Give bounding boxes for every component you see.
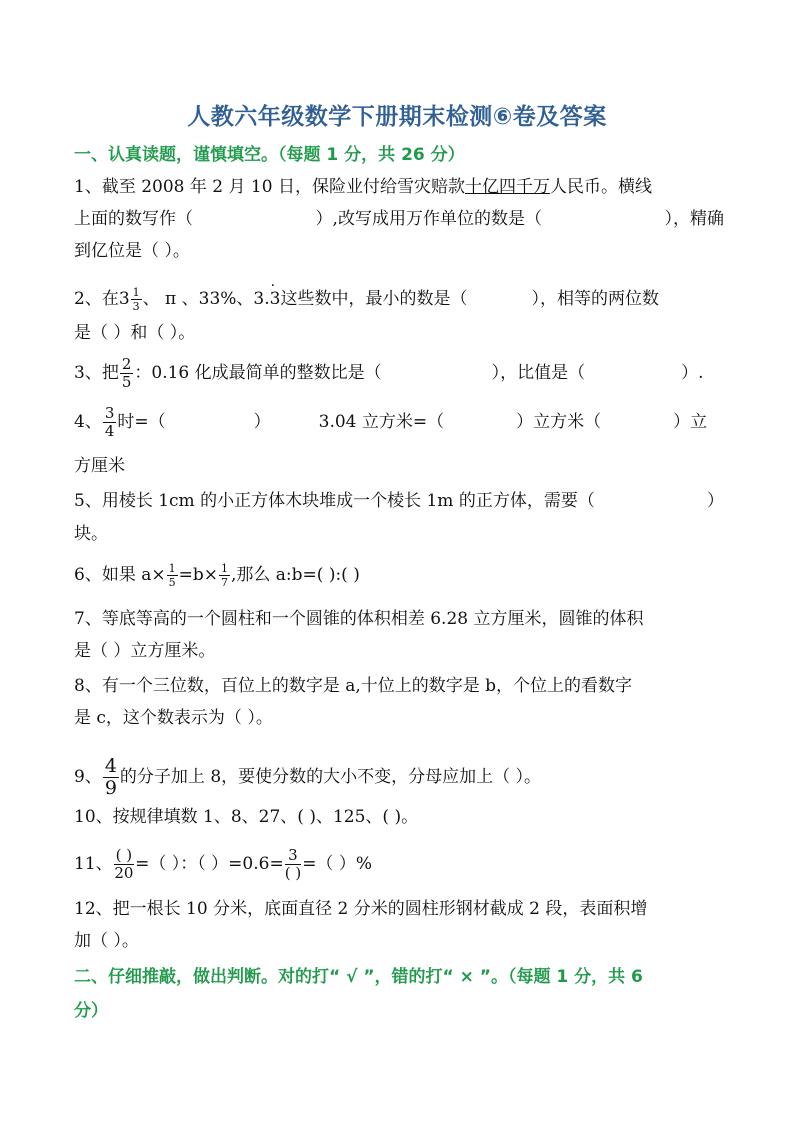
question-12-line-2: 加（ ）。 <box>74 931 139 951</box>
q2-text-b: ），相等的两位数 <box>531 289 659 309</box>
question-9 <box>74 757 724 798</box>
q2-prefix: 2、在 <box>74 289 119 309</box>
q5-text-b: ） <box>707 491 724 511</box>
q1-text-a: 1、截至 2008 年 2 月 10 日，保险业付给雪灾赔款 <box>74 177 465 197</box>
question-7-line-2: 是（ ）立方厘米。 <box>74 641 216 661</box>
question-3 <box>74 357 724 390</box>
q3-prefix: 3、把 <box>74 363 119 383</box>
q4-denominator: 4 <box>104 422 115 440</box>
q9-post: 的分子加上 8，要使分数的大小不变，分母应加上（ ）。 <box>119 767 542 787</box>
q6-fraction-1-numerator: 1 <box>168 562 176 575</box>
q2-text-a: 这些数中，最小的数是（ <box>280 289 468 309</box>
q1-text-c: 上面的数写作（ <box>74 209 193 229</box>
q2-mixed-integer: 3 <box>118 289 130 309</box>
question-1-line-1 <box>74 172 724 202</box>
section-1-heading: 一、认真读题，谨慎填空。（每题 1 分，共 26 分） <box>74 145 465 165</box>
question-10: 10、按规律填数 1、8、27、( )、125、( )。 <box>74 807 419 827</box>
q11-fraction-1 <box>114 848 134 881</box>
question-5-line-1 <box>74 486 724 516</box>
q11-fraction-2 <box>285 848 301 881</box>
q4-text-c: 3.04 立方米=（ <box>318 412 445 432</box>
q3-denominator: 5 <box>121 373 132 391</box>
q9-fraction <box>103 757 119 798</box>
q11-post: =（ ）% <box>302 854 372 874</box>
question-12-line-1: 12、把一根长 10 分米，底面直径 2 分米的圆柱形钢材截成 2 段，表面积增 <box>74 899 648 919</box>
q6-middle: =b× <box>178 565 218 585</box>
q11-prefix: 11、 <box>74 854 113 874</box>
q4-text-d: ）立方米（ <box>516 412 602 432</box>
q9-numerator: 4 <box>104 755 117 777</box>
q1-text-b: 人民币。横线 <box>549 177 652 197</box>
question-8-line-2: 是 c，这个数表示为（ ）。 <box>74 708 273 728</box>
q4-text-b: ） <box>253 412 271 432</box>
q6-fraction-2 <box>219 563 230 588</box>
q11-fraction-1-denominator: 20 <box>114 864 134 882</box>
q3-fraction <box>120 357 134 390</box>
question-4-line-1 <box>74 406 724 439</box>
q2-fraction-denominator: 3 <box>132 300 140 313</box>
q3-text-b: ），比值是（ <box>491 363 586 383</box>
question-4-line-2: 方厘米 <box>74 456 125 476</box>
q6-fraction-1 <box>167 563 178 588</box>
section-2-heading-line-1: 二、仔细推敲，做出判断。对的打“ √ ”，错的打“ × ”。（每题 1 分，共 6 <box>74 967 643 987</box>
q1-underlined-number: 十亿四千万 <box>464 177 550 197</box>
section-2-heading-line-2: 分） <box>74 1001 108 1021</box>
q6-fraction-1-denominator: 5 <box>168 576 176 589</box>
q11-fraction-2-numerator: 3 <box>285 848 301 865</box>
q2-repeating-digit: · 3 <box>270 284 281 314</box>
q11-fraction-2-denominator: ( ) <box>284 864 302 882</box>
q6-fraction-2-denominator: 7 <box>220 576 228 589</box>
q4-fraction <box>103 406 117 439</box>
q4-text-e: ）立 <box>673 412 708 432</box>
q11-middle: =（ ）：（ ）=0.6= <box>135 854 284 874</box>
q11-fraction-1-numerator: ( ) <box>115 846 133 864</box>
q1-text-d: ）,改写成用万作单位的数是（ <box>315 209 542 229</box>
question-2-line-1 <box>74 284 724 314</box>
q6-post: ,那么 a:b=( ):( ) <box>230 565 360 585</box>
question-7-line-1: 7、等底等高的一个圆柱和一个圆锥的体积相差 6.28 立方厘米，圆锥的体积 <box>74 609 644 629</box>
q2-fraction <box>131 287 142 312</box>
question-5-line-2: 块。 <box>74 524 108 544</box>
q2-fraction-numerator: 1 <box>132 286 140 299</box>
q6-fraction-2-numerator: 1 <box>220 562 228 575</box>
q6-prefix: 6、如果 a× <box>74 565 166 585</box>
q4-numerator: 3 <box>104 404 115 422</box>
q3-end: ）. <box>681 363 704 383</box>
q2-middle: 、 π 、33%、3. <box>142 289 270 309</box>
question-6 <box>74 560 724 590</box>
q5-text-a: 5、用棱长 1cm 的小正方体木块堆成一个棱长 1m 的正方体，需要（ <box>74 491 595 511</box>
question-11 <box>74 848 724 881</box>
q3-text-a: ：0.16 化成最简单的整数比是（ <box>134 363 382 383</box>
question-8-line-1: 8、有一个三位数，百位上的数字是 a,十位上的数字是 b，个位上的看数字 <box>74 676 633 696</box>
question-2-line-2: 是（ ）和（ ）。 <box>74 323 196 343</box>
question-1-line-2 <box>74 204 724 234</box>
page-title: 人教六年级数学下册期末检测⑥卷及答案 <box>187 104 607 130</box>
q3-numerator: 2 <box>121 355 132 373</box>
question-1-line-3: 到亿位是（ ）。 <box>74 241 190 261</box>
q4-text-a: 时=（ <box>117 412 166 432</box>
q9-prefix: 9、 <box>74 767 102 787</box>
q9-denominator: 9 <box>104 777 117 799</box>
q1-text-e: ），精确 <box>664 209 724 229</box>
q4-prefix: 4、 <box>74 412 102 432</box>
